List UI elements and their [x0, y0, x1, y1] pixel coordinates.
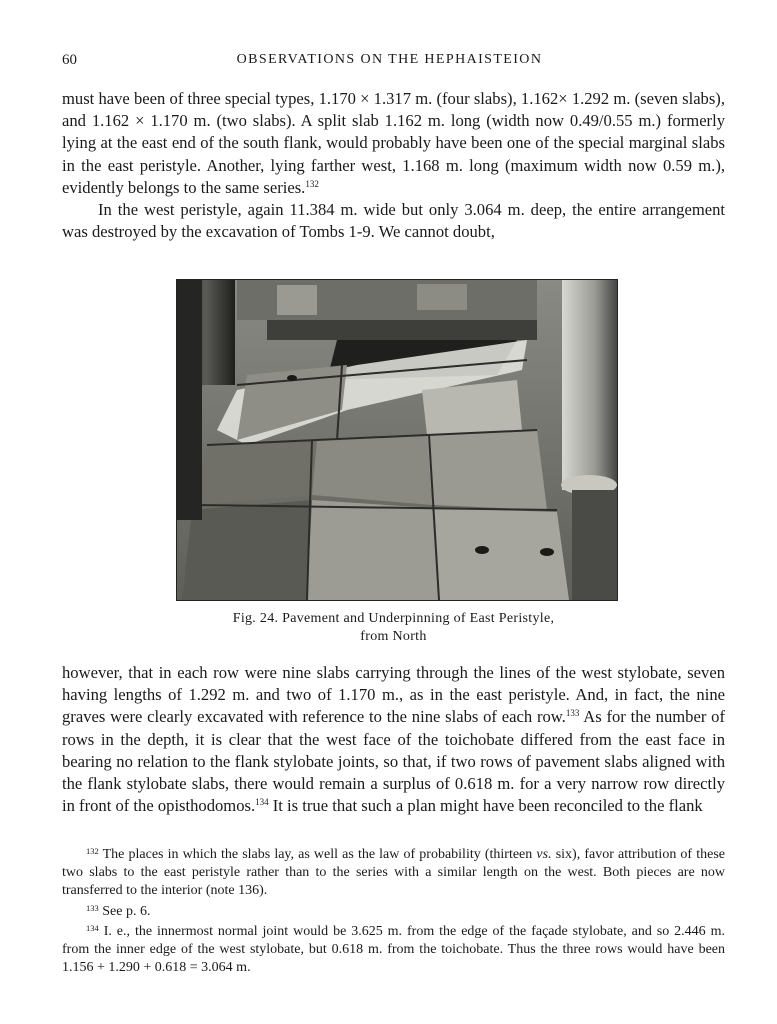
body-text-bottom	[62, 662, 725, 817]
paragraph: however, that in each row were nine slabs carrying through the lines of the west stylobate, seven having lengths of 1.292 m. and two of 1.170 m., as in the east peristyle. And, in fact, the nine graves were clearly excavated with reference to the nine slabs of each row.$^{133}$ As for the number of rows in the depth, it is clear that the west face of the toichobate differed from the east face in bearing no relation to the flank stylobate joints, so that, if two rows of pavement slabs aligned with the flank stylobate slabs, there would remain a surplus of 0.618 m. for a very narrow row directly in front of the opisthodomos.$^{134}$ It is true that such a plan might have been reconciled to the flank	[62, 663, 725, 816]
caption-line: from North	[360, 629, 427, 644]
page-number: 60	[62, 52, 77, 68]
paragraph: In the west peristyle, again 11.384 m. wide but only 3.064 m. deep, the entire arrangement was destroyed by the excavation of Tombs 1-9. We cannot doubt,	[62, 200, 725, 242]
footnote-ref[interactable]: 133	[565, 708, 580, 719]
footnote-ref[interactable]: 132	[305, 178, 319, 189]
page-header	[62, 52, 717, 74]
footnote-ref[interactable]: 134	[255, 797, 269, 808]
footnote-mark: 133	[86, 902, 99, 913]
caption-line: Fig. 24. Pavement and Underpinning of East Peristyle,	[232, 611, 555, 626]
footnotes	[62, 846, 725, 979]
running-title: OBSERVATIONS ON THE HEPHAISTEION	[236, 52, 543, 67]
footnote-134: $^{134}$ I. e., the innermost normal joint would be 3.625 m. from the edge of the façade stylobate, and so 2.446 m. from the inner edge of the west stylobate, but 0.618 m. from the toichobate. Thus the three rows would have been 1.156 + 1.290 + 0.618 = 3.064 m.	[62, 922, 726, 976]
footnote-133: $^{133}$ See p. 6.	[86, 902, 151, 919]
body-text-top	[62, 88, 725, 243]
footnote-132: $^{132}$ The places in which the slabs lay, as well as the law of probability (thirteen vs. six), favor attribution of these two slabs to the east peristyle rather than to the series with a similar length on the west. Both pieces are now transferred to the interior (note 136).	[62, 846, 725, 899]
footnote-mark: 134	[86, 922, 99, 933]
figure-photograph	[176, 279, 618, 601]
paragraph: must have been of three special types, 1.170 × 1.317 m. (four slabs), 1.162× 1.292 m. (seven slabs), and 1.162 × 1.170 m. (two slabs). A split slab 1.162 m. long (width now 0.49/0.55 m.) formerly lying at the east end of the south flank, would probably have been one of the special marginal slabs in the east peristyle. Another, lying farther west, 1.168 m. long (maximum width now 0.59 m.), evidently belongs to the same series.$^{132}$	[62, 89, 725, 197]
figure-caption	[62, 610, 725, 646]
footnote-mark: 132	[86, 846, 99, 856]
pavement-photo	[177, 280, 617, 600]
